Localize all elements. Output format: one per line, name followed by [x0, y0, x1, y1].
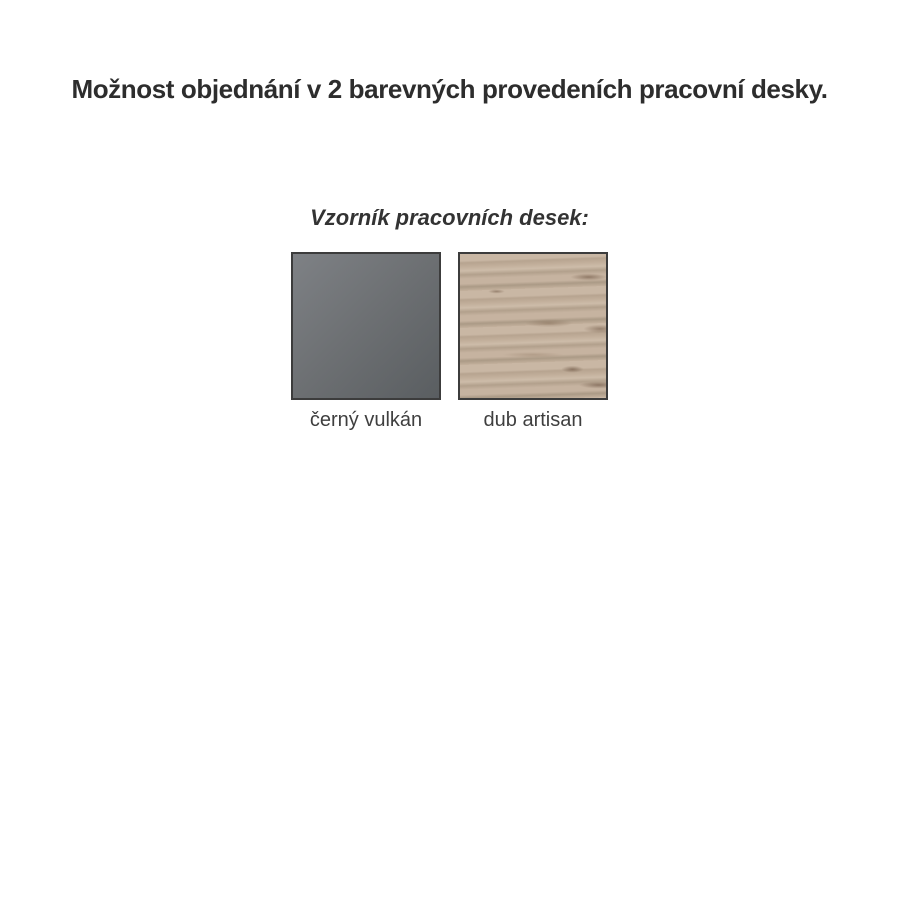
swatch-dub-artisan — [458, 252, 608, 432]
swatch-label-cerny-vulkan: černý vulkán — [309, 408, 423, 431]
swatch-row — [0, 252, 899, 432]
swatch-tile-cerny-vulkan — [291, 252, 441, 400]
swatch-tile-dub-artisan — [458, 252, 608, 400]
page-title: Možnost objednání v 2 barevných provedeních pracovní desky. — [71, 74, 828, 104]
swatch-label-dub-artisan: dub artisan — [483, 408, 583, 431]
swatch-cerny-vulkan — [291, 252, 441, 432]
section-subtitle: Vzorník pracovních desek: — [310, 205, 589, 231]
